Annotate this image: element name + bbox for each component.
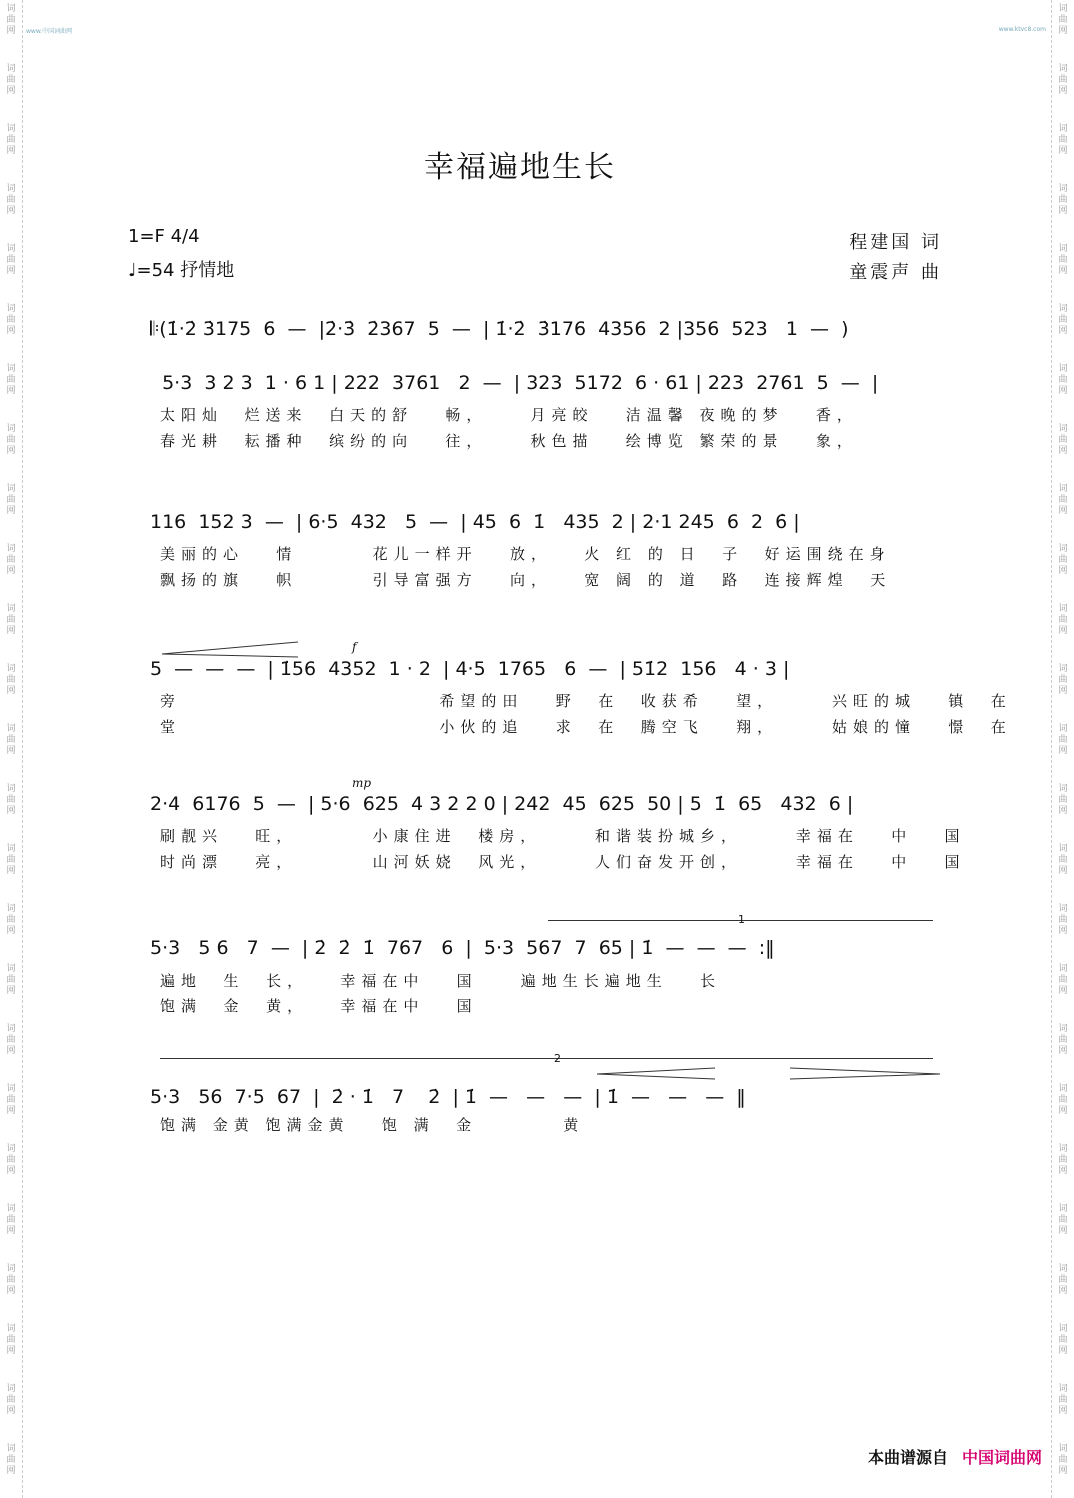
score-row-1 bbox=[150, 318, 960, 346]
side-watermark-text: 词 曲 网 bbox=[6, 664, 16, 696]
score-row-5 bbox=[150, 793, 960, 821]
side-watermark-text: 词 曲 网 bbox=[6, 724, 16, 756]
side-watermark-text: 词 曲 网 bbox=[6, 4, 16, 36]
side-watermark-text: 词 曲 网 bbox=[1058, 424, 1068, 456]
side-watermark-text: 词 曲 网 bbox=[1058, 1024, 1068, 1056]
diminuendo-hairpins bbox=[595, 1066, 945, 1082]
notation-line: 𝄆(1̇·2̇ 3̇175 6 — |2̇·3̇ 2̇367 5 — | 1̇·2̇ 3̇176 4356 2 |356 523 1 — ) bbox=[150, 318, 849, 340]
score-row-4 bbox=[150, 658, 960, 686]
lyric-verse-2: 饱满 金 黄， 幸福在中 国 bbox=[160, 997, 478, 1015]
footer-brand[interactable]: 中国词曲网 bbox=[961, 1448, 1042, 1467]
side-watermark-text: 词 曲 网 bbox=[6, 604, 16, 636]
side-watermark-text: 词 曲 网 bbox=[6, 1204, 16, 1236]
side-watermark-text: 词 曲 网 bbox=[1058, 1084, 1068, 1116]
side-watermark-text: 词 曲 网 bbox=[1058, 1204, 1068, 1236]
lyric-verse-2: 堂 小伙的追 求 在 腾空飞 翔， 姑娘的憧 憬 在 bbox=[160, 718, 1012, 736]
side-watermark-text: 词 曲 网 bbox=[6, 1384, 16, 1416]
side-watermark-text: 词 曲 网 bbox=[1058, 784, 1068, 816]
dynamic-forte: f bbox=[352, 640, 357, 654]
notation-line: 2·4 6176 5 — | 5·6 625 4 3 2 2 0 | 242 45 625 50 | 5 1̇ 65 432 6 | bbox=[150, 793, 854, 815]
lyricist-credit: 程建国 词 bbox=[849, 232, 942, 253]
left-watermark-strip bbox=[0, 0, 23, 1498]
lyric-verse-1: 美丽的心 情 花儿一样开 放， 火 红 的 日 子 好运围绕在身 bbox=[160, 545, 891, 563]
side-watermark-text: 词 曲 网 bbox=[1058, 844, 1068, 876]
side-watermark-text: 词 曲 网 bbox=[6, 844, 16, 876]
side-watermark-text: 词 曲 网 bbox=[6, 544, 16, 576]
side-watermark-text: 词 曲 网 bbox=[6, 124, 16, 156]
top-left-site-label: www.中国词曲网 bbox=[26, 28, 73, 35]
first-ending-number: 1 bbox=[738, 913, 745, 926]
score-row-6 bbox=[150, 937, 960, 965]
side-watermark-text: 词 曲 网 bbox=[6, 184, 16, 216]
score-title: 幸福遍地生长 bbox=[424, 150, 616, 185]
side-watermark-text: 词 曲 网 bbox=[6, 1324, 16, 1356]
second-ending-bracket bbox=[160, 1058, 933, 1059]
side-watermark-text: 词 曲 网 bbox=[6, 1024, 16, 1056]
lyric-verse-2: 时尚漂 亮， 山河妖娆 风光， 人们奋发开创， 幸福在 中 国 bbox=[160, 853, 966, 871]
lyric-verse-1: 饱满 金黄 饱满金黄 饱 满 金 黄 bbox=[160, 1116, 585, 1134]
side-watermark-text: 词 曲 网 bbox=[1058, 604, 1068, 636]
score-row-2 bbox=[150, 372, 960, 400]
side-watermark-text: 词 曲 网 bbox=[1058, 484, 1068, 516]
lyric-verse-1: 旁 希望的田 野 在 收获希 望， 兴旺的城 镇 在 bbox=[160, 692, 1012, 710]
side-watermark-text: 词 曲 网 bbox=[1058, 1384, 1068, 1416]
footer-prefix: 本曲谱源自 bbox=[867, 1448, 948, 1467]
side-watermark-text: 词 曲 网 bbox=[6, 244, 16, 276]
side-watermark-text: 词 曲 网 bbox=[1058, 64, 1068, 96]
lyric-verse-1: 遍地 生 长， 幸福在中 国 遍地生长遍地生 长 bbox=[160, 972, 722, 990]
lyric-verse-2: 飘扬的旗 帜 引导富强方 向， 宽 阔 的 道 路 连接辉煌 天 bbox=[160, 571, 892, 589]
side-watermark-text: 词 曲 网 bbox=[6, 304, 16, 336]
side-watermark-text: 词 曲 网 bbox=[1058, 664, 1068, 696]
notation-line: 116 152 3 — | 6·5 432 5 — | 45 6 1̇ 435 2 | 2·1 245 6 2 6̇ | bbox=[150, 511, 800, 533]
composer-credit: 童震声 曲 bbox=[849, 262, 942, 283]
side-watermark-text: 词 曲 网 bbox=[6, 64, 16, 96]
side-watermark-text: 词 曲 网 bbox=[1058, 1444, 1068, 1476]
side-watermark-text: 词 曲 网 bbox=[1058, 4, 1068, 36]
side-watermark-text: 词 曲 网 bbox=[1058, 304, 1068, 336]
side-watermark-text: 词 曲 网 bbox=[6, 424, 16, 456]
side-watermark-text: 词 曲 网 bbox=[1058, 904, 1068, 936]
side-watermark-text: 词 曲 网 bbox=[6, 364, 16, 396]
side-watermark-text: 词 曲 网 bbox=[1058, 1324, 1068, 1356]
side-watermark-text: 词 曲 网 bbox=[1058, 364, 1068, 396]
side-watermark-text: 词 曲 网 bbox=[1058, 124, 1068, 156]
side-watermark-text: 词 曲 网 bbox=[6, 1264, 16, 1296]
dynamic-mezzo-piano: mp bbox=[352, 776, 372, 790]
side-watermark-text: 词 曲 网 bbox=[1058, 244, 1068, 276]
notation-line: 5 — — — | 1̇56 4352 1 · 2 | 4·5 1765 6 — | 51̇2 156 4 · 3 | bbox=[150, 658, 790, 680]
notation-line: 5·3 56 7·5 67 | 2̇ · 1̇ 7 2̇ | 1̇ — — — | 1̇ — — — ‖ bbox=[150, 1086, 746, 1108]
side-watermark-text: 词 曲 网 bbox=[1058, 1264, 1068, 1296]
second-ending-number: 2 bbox=[554, 1052, 561, 1065]
lyric-verse-2: 春光耕 耘播种 缤纷的向 往， 秋色描 绘博览 繁荣的景 象， bbox=[160, 432, 858, 450]
tempo-marking: ♩=54 抒情地 bbox=[128, 260, 235, 281]
side-watermark-text: 词 曲 网 bbox=[6, 1144, 16, 1176]
side-watermark-text: 词 曲 网 bbox=[6, 1444, 16, 1476]
notation-line: 5·3 5 6 7 — | 2̇ 2̇ 1̇ 767 6 | 5·3 567 7 65 | 1̇ — — — :‖ bbox=[150, 937, 775, 959]
lyric-verse-1: 刷靓兴 旺， 小康住进 楼房， 和谐装扮城乡， 幸福在 中 国 bbox=[160, 827, 966, 845]
side-watermark-text: 词 曲 网 bbox=[1058, 184, 1068, 216]
side-watermark-text: 词 曲 网 bbox=[6, 484, 16, 516]
side-watermark-text: 词 曲 网 bbox=[1058, 1144, 1068, 1176]
key-signature: 1=F 4/4 bbox=[128, 226, 200, 247]
notation-line: 5·3 3 2 3 1 · 6 1 | 222 3761 2 — | 323 5172 6 · 61 | 223 2761 5 — | bbox=[150, 372, 879, 394]
side-watermark-text: 词 曲 网 bbox=[1058, 544, 1068, 576]
lyric-verse-1: 太阳灿 烂送来 白天的舒 畅， 月亮皎 洁温馨 夜晚的梦 香， bbox=[160, 406, 858, 424]
side-watermark-text: 词 曲 网 bbox=[6, 904, 16, 936]
score-row-3 bbox=[150, 511, 960, 539]
side-watermark-text: 词 曲 网 bbox=[6, 964, 16, 996]
right-watermark-strip bbox=[1051, 0, 1074, 1498]
side-watermark-text: 词 曲 网 bbox=[1058, 724, 1068, 756]
top-right-site-label: www.ktvc8.com bbox=[998, 26, 1046, 33]
crescendo-hairpin bbox=[160, 640, 300, 660]
side-watermark-text: 词 曲 网 bbox=[1058, 964, 1068, 996]
source-footer bbox=[868, 1445, 1042, 1468]
side-watermark-text: 词 曲 网 bbox=[6, 1084, 16, 1116]
score-row-7 bbox=[150, 1086, 960, 1114]
side-watermark-text: 词 曲 网 bbox=[6, 784, 16, 816]
